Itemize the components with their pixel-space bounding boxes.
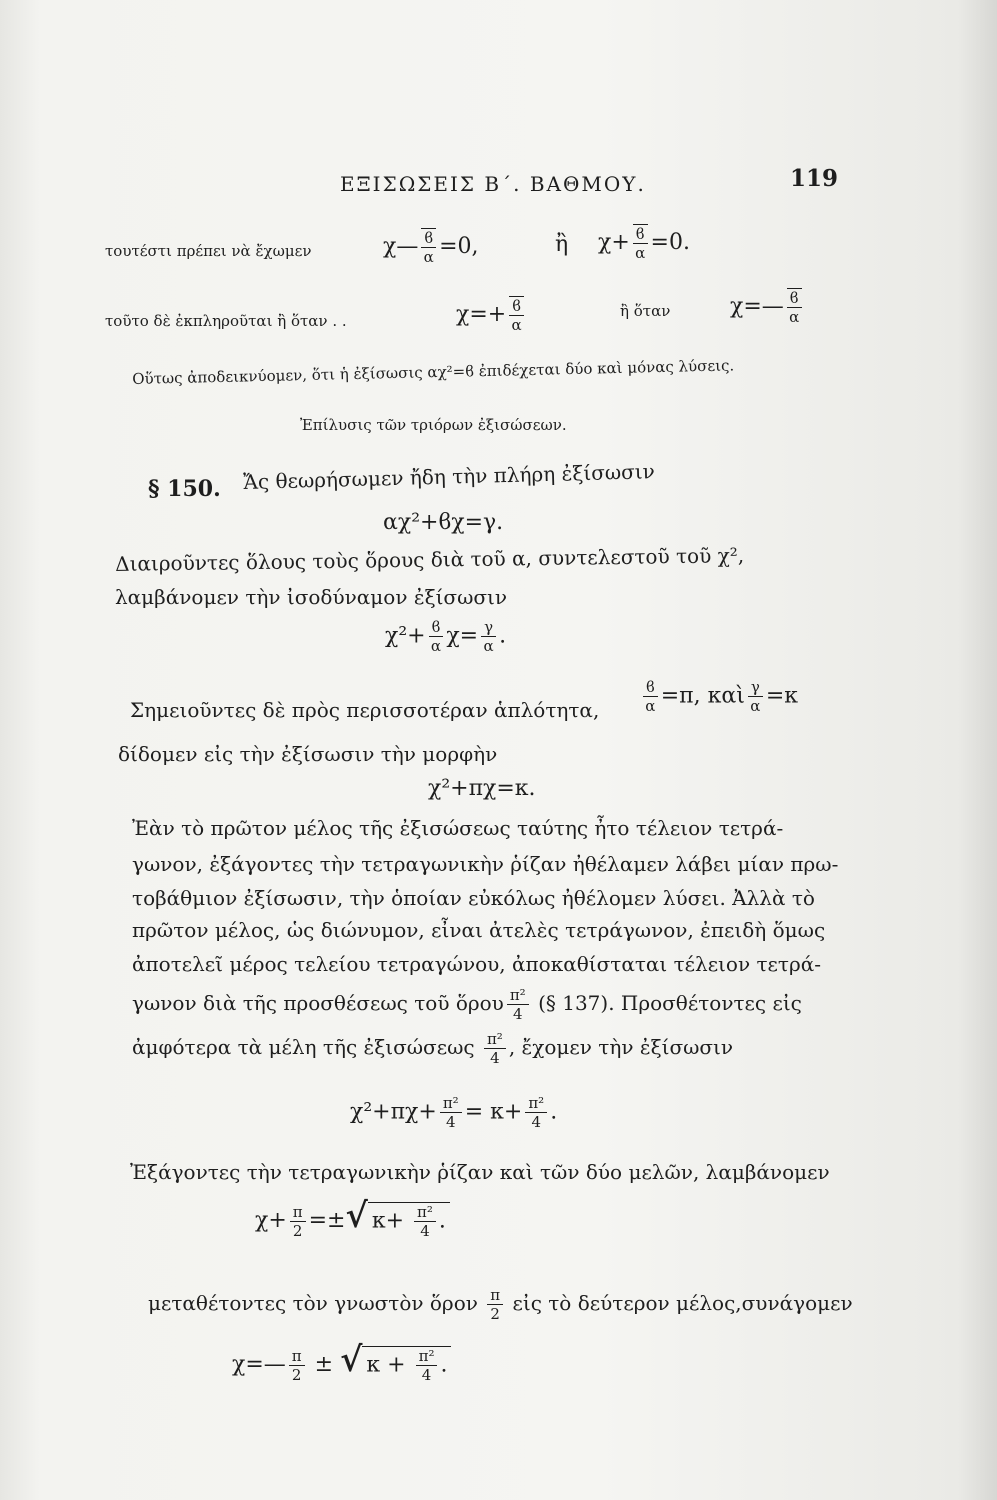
running-header: ΕΞΙΣΩΣΕΙΣ Β΄. ΒΑΘΜΟΥ. bbox=[340, 172, 646, 196]
paragraph-line-2: γωνον, ἐξάγοντες τὴν τετραγωνικὴν ῥίζαν ἠθέλαμεν λάβει μίαν πρω- bbox=[132, 852, 839, 876]
text-line-1: τουτέστι πρέπει νὰ ἔχωμεν bbox=[105, 242, 312, 260]
text-line-6: Διαιροῦντες ὅλους τοὺς ὅρους διὰ τοῦ α, συντελεστοῦ τοῦ χ², bbox=[115, 543, 745, 576]
equation-1b: χ+ $\frac{ϐ}{\alpha}$ =0. bbox=[598, 225, 690, 262]
page-number: 119 bbox=[790, 165, 839, 192]
equation-reduced: χ²+πχ=κ. bbox=[428, 776, 536, 801]
text-line-transpose: μεταθέτοντες τὸν γνωστὸν ὅρον $\frac{\pi}{2}$ εἰς τὸ δεύτερον μέλος,συνάγομεν bbox=[148, 1286, 853, 1323]
equation-root: χ+ $\frac{\pi}{2}$ =±√ κ+ $\frac{\text{π²}}{4}$ . bbox=[255, 1196, 450, 1240]
radical-sign-2: √ bbox=[340, 1340, 363, 1380]
or-word-1: ἢ bbox=[555, 232, 569, 257]
or-when-2: ἢ ὅταν bbox=[620, 302, 671, 320]
text-line-2: τοῦτο δὲ ἐκπληροῦται ἢ ὅταν . . bbox=[105, 312, 347, 330]
text-line-9: δίδομεν εἰς τὴν ἐξίσωσιν τὴν μορφὴν bbox=[118, 742, 498, 766]
equation-general: αχ²+ϐχ=γ. bbox=[383, 510, 504, 535]
paragraph-line-7: ἀμφότερα τὰ μέλη τῆς ἐξισώσεως $\frac{\text{π²}}{4}$ , ἔχομεν τὴν ἐξίσωσιν bbox=[132, 1030, 734, 1067]
equation-solution: χ=— $\frac{\pi}{2}$ ± √ κ + $\frac{\text{π²}}{4}$ . bbox=[232, 1340, 451, 1384]
section-intro: Ἄς θεωρήσωμεν ἤδη τὴν πλήρη ἐξίσωσιν bbox=[243, 459, 656, 494]
text-line-extract-root: Ἐξάγοντες τὴν τετραγωνικὴν ῥίζαν καὶ τῶν δύο μελῶν, λαμβάνομεν bbox=[130, 1160, 830, 1184]
paragraph-line-6: γωνον διὰ τῆς προσθέσεως τοῦ ὅρου $\frac{\text{π²}}{4}$ (§ 137). Προσθέτοντες εἰς bbox=[132, 986, 802, 1023]
paragraph-line-5: ἀποτελεῖ μέρος τελείου τετραγώνου, ἀποκαθίσταται τέλειον τετρά- bbox=[132, 952, 821, 976]
paragraph-line-3: τοβάθμιον ἐξίσωσιν, τὴν ὁποίαν εὐκόλως ἠθέλομεν λύσει. Ἀλλὰ τὸ bbox=[132, 886, 815, 910]
paragraph-line-4: πρῶτον μέλος, ὡς διώνυμον, εἶναι ἀτελὲς τετράγωνον, ἐπειδὴ ὅμως bbox=[132, 918, 826, 942]
equation-normalized: χ²+ $\frac{ϐ}{\alpha}$ χ= $\frac{\gamma}{\alpha}$ . bbox=[385, 618, 507, 655]
paragraph-line-1: Ἐὰν τὸ πρῶτον μέλος τῆς ἐξισώσεως ταύτης ἦτο τέλειον τετρά- bbox=[132, 816, 784, 840]
page-edge-shadow bbox=[957, 0, 997, 1500]
equation-2a: χ=+ $\frac{ϐ}{\alpha}$ bbox=[456, 296, 527, 334]
radical-sign: √ bbox=[345, 1196, 368, 1236]
equation-1a: χ— $\frac{ϐ}{\alpha}$ =0, bbox=[383, 229, 479, 266]
section-number: § 150. bbox=[148, 476, 221, 502]
section-heading: Ἐπίλυσις τῶν τριόρων ἐξισώσεων. bbox=[300, 416, 567, 434]
text-line-7: λαμβάνομεν τὴν ἰσοδύναμον ἐξίσωσιν bbox=[115, 585, 508, 609]
equation-2b: χ=— $\frac{ϐ}{\alpha}$ bbox=[730, 288, 805, 326]
text-line-8: Σημειοῦντες δὲ πρὸς περισσοτέραν ἁπλότητα, bbox=[130, 698, 600, 722]
substitution-equation: $\frac{ϐ}{\alpha}$ =π, καὶ $\frac{\gamma}{\alpha}$ =κ bbox=[640, 678, 798, 715]
conclusion-line: Οὕτως ἀποδεικνύομεν, ὅτι ἡ ἐξίσωσις αχ²=ϐ ἐπιδέχεται δύο καὶ μόνας λύσεις. bbox=[132, 356, 735, 388]
equation-completed-square: χ²+πχ+ $\frac{\text{π²}}{4}$ = κ+ $\frac{\text{π²}}{4}$ . bbox=[350, 1094, 558, 1131]
